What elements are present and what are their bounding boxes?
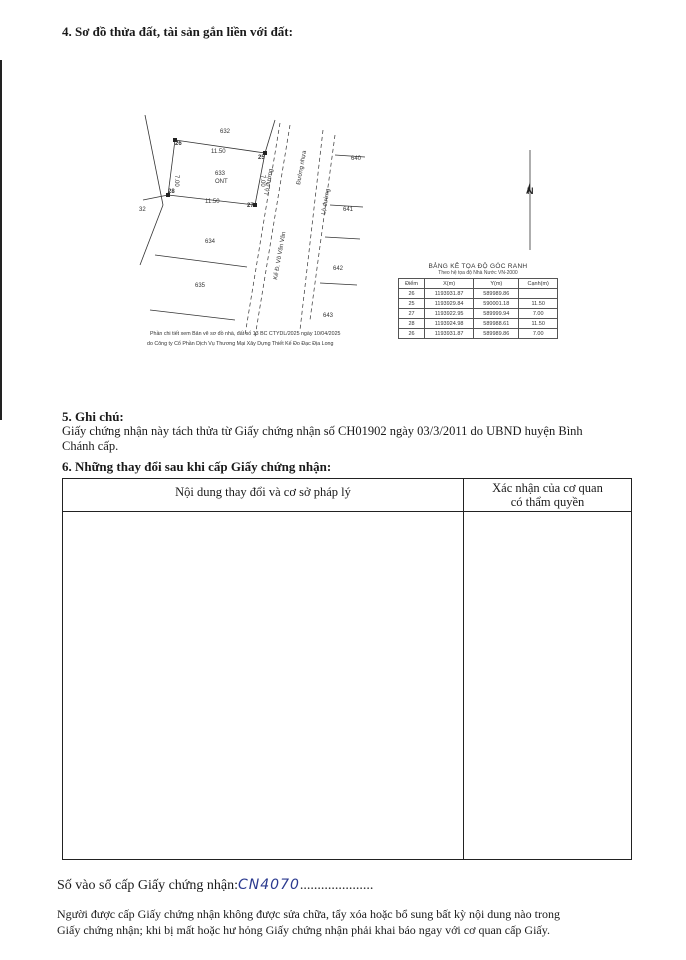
parcel-label: 632 — [220, 129, 231, 135]
section4-title: 4. Sơ đồ thửa đất, tài sản gắn liền với đất: — [62, 24, 293, 39]
north-arrow-icon — [520, 150, 540, 250]
parcel-label: ONT — [215, 179, 228, 185]
dim-label: 11.50 — [211, 149, 226, 155]
col-content-header: Nội dung thay đổi và cơ sở pháp lý — [175, 485, 351, 499]
coord-header: Cạnh(m) — [519, 279, 558, 289]
table-row: 26 1193931.87 589989.86 — [399, 289, 558, 299]
coord-header: Điểm — [399, 279, 425, 289]
footnote-line: Người được cấp Giấy chứng nhận không được sửa chữa, tẩy xóa hoặc bổ sung bất kỳ nội dung nào trong — [57, 907, 560, 921]
col-confirm-line: Xác nhận của cơ quan — [492, 481, 603, 495]
coord-table — [398, 278, 558, 339]
road-label: Lộ đường — [321, 188, 332, 216]
parcel-label: 634 — [205, 239, 216, 245]
parcel-label: 642 — [333, 266, 344, 272]
point-label: 26 — [175, 141, 182, 147]
changes-table-divider — [463, 479, 464, 859]
coord-table-title: BẢNG KÊ TỌA ĐỘ GÓC RANH — [428, 263, 528, 270]
register-line — [57, 877, 373, 894]
parcel-label: 640 — [351, 156, 362, 162]
map-note: Phần chi tiết xem Bản vẽ sơ đồ nhà, đất số 13 BC CTYDL/2025 ngày 10/04/2025 — [150, 331, 341, 337]
road-label: Kế Đ. Võ Văn Vân — [273, 231, 288, 281]
table-row: 25 1193929.84 590001.18 11.50 — [399, 299, 558, 309]
coord-table-block — [398, 263, 558, 339]
north-label: N — [527, 186, 534, 196]
point-label: 25 — [258, 155, 265, 161]
col-confirm-line: có thẩm quyền — [510, 495, 585, 509]
table-row: 26 1193931.87 589989.86 7.00 — [399, 329, 558, 339]
coord-header: X(m) — [425, 279, 474, 289]
coord-header: Y(m) — [474, 279, 519, 289]
dim-label: 7.00 — [173, 175, 179, 187]
section5-line: Giấy chứng nhận này tách thửa từ Giấy chứng nhận số CH01902 ngày 03/3/2011 do UBND huyện Bình — [62, 424, 583, 438]
register-dots: ..................... — [299, 878, 374, 893]
dim-label: 11.50 — [205, 199, 220, 205]
section5-text — [62, 424, 662, 454]
dim-label: 7.00 — [259, 175, 265, 187]
parcel-label: 32 — [139, 207, 146, 213]
footnote-line: Giấy chứng nhận; khi bị mất hoặc hư hỏng Giấy chứng nhận phải khai báo ngay với cơ quan cấp Giấy. — [57, 923, 550, 937]
table-row: 27 1193922.95 589999.94 7.00 — [399, 309, 558, 319]
parcel-label: 635 — [195, 283, 206, 289]
col-confirm-header — [464, 481, 631, 509]
section5-line: Chánh cấp. — [62, 439, 119, 453]
coord-table-subtitle: Theo hệ tọa độ Nhà Nước VN-2000 — [438, 270, 518, 276]
changes-table — [62, 478, 632, 860]
road-label: Đường nhựa — [296, 150, 308, 186]
parcel-label: 643 — [323, 313, 334, 319]
register-label: Số vào sổ cấp Giấy chứng nhận: — [57, 878, 238, 893]
section5-title: 5. Ghi chú: — [62, 409, 124, 424]
table-row: 28 1193924.98 589988.61 11.50 — [399, 319, 558, 329]
parcel-label: 633 — [215, 171, 226, 177]
road-label: Lộ đường — [264, 168, 275, 196]
parcel-label: 641 — [343, 207, 354, 213]
page-edge-line — [0, 60, 2, 420]
map-note: do Công ty Cổ Phần Dịch Vụ Thương Mại Xây Dựng Thiết Kế Đo Đạc Địa Long — [147, 341, 334, 347]
register-number: CN4070 — [238, 877, 300, 893]
parcel-map — [135, 115, 385, 350]
section6-title: 6. Những thay đổi sau khi cấp Giấy chứng nhận: — [62, 459, 332, 474]
footnote — [57, 906, 647, 938]
point-label: 28 — [168, 189, 175, 195]
point-label: 27 — [247, 203, 254, 209]
